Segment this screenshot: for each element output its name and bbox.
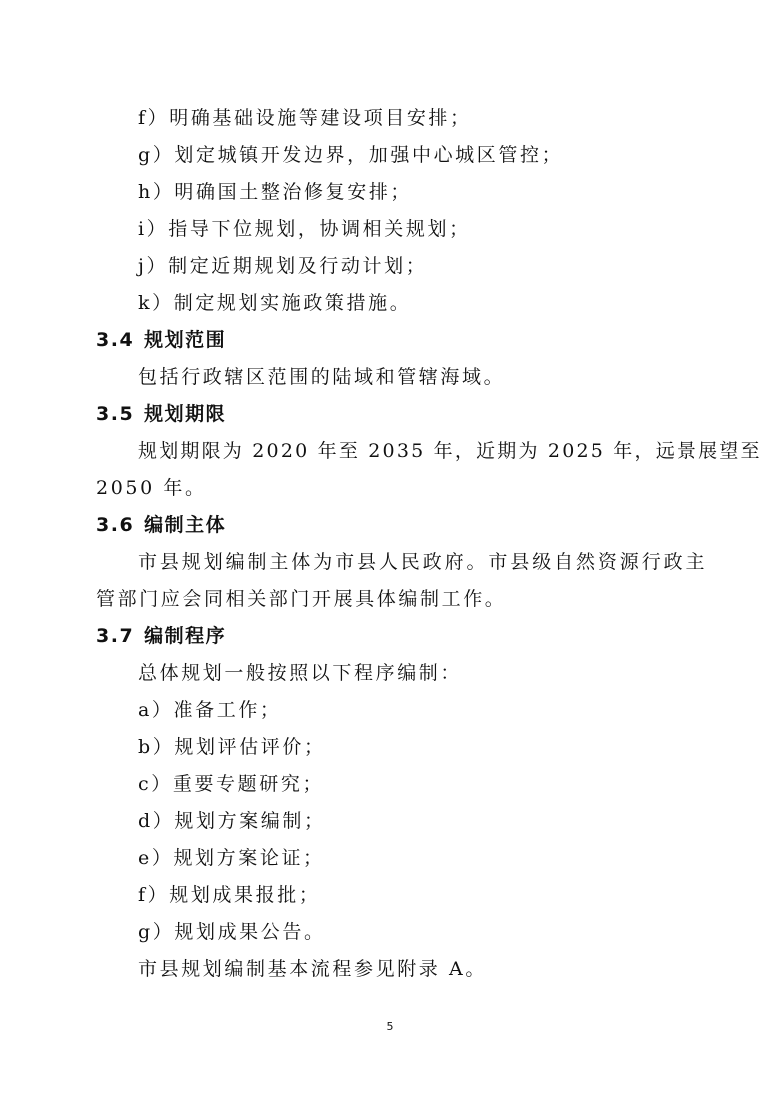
section-title: 编制主体 xyxy=(144,514,227,536)
section-3-6-body-line2: 管部门应会同相关部门开展具体编制工作。 xyxy=(96,588,507,610)
section-3-5-body-line1: 规划期限为 2020 年至 2035 年，近期为 2025 年，远景展望至 xyxy=(138,440,762,462)
section-3-5-body-line2: 2050 年。 xyxy=(96,477,207,499)
section-3-7-intro: 总体规划一般按照以下程序编制： xyxy=(138,662,463,684)
list-item-g: g）划定城镇开发边界，加强中心城区管控； xyxy=(138,144,564,166)
list-item-j: j）制定近期规划及行动计划； xyxy=(138,255,428,277)
section-number: 3.4 xyxy=(96,329,135,351)
section-3-6-body-line1: 市县规划编制主体为市县人民政府。市县级自然资源行政主 xyxy=(138,551,708,573)
step-f: f）规划成果报批； xyxy=(138,884,321,906)
list-item-f: f）明确基础设施等建设项目安排； xyxy=(138,107,472,129)
section-3-5-heading xyxy=(96,402,226,426)
section-number: 3.5 xyxy=(96,403,135,425)
section-title: 规划期限 xyxy=(144,403,227,425)
list-item-k: k）制定规划实施政策措施。 xyxy=(138,292,412,314)
page-number: 5 xyxy=(386,1020,394,1033)
list-item-i: i）指导下位规划，协调相关规划； xyxy=(138,218,471,240)
step-b: b）规划评估评价； xyxy=(138,736,326,758)
step-a: a）准备工作； xyxy=(138,699,282,721)
step-c: c）重要专题研究； xyxy=(138,773,325,795)
section-number: 3.7 xyxy=(96,625,135,647)
section-3-6-heading xyxy=(96,513,226,537)
step-d: d）规划方案编制； xyxy=(138,810,326,832)
section-3-7-closing: 市县规划编制基本流程参见附录 A。 xyxy=(138,958,487,980)
step-e: e）规划方案论证； xyxy=(138,847,325,869)
section-title: 规划范围 xyxy=(144,329,227,351)
section-title: 编制程序 xyxy=(144,625,227,647)
list-item-h: h）明确国土整治修复安排； xyxy=(138,181,413,203)
section-3-4-body: 包括行政辖区范围的陆域和管辖海域。 xyxy=(138,366,506,388)
step-g: g）规划成果公告。 xyxy=(138,921,326,943)
section-number: 3.6 xyxy=(96,514,135,536)
section-3-4-heading xyxy=(96,328,226,352)
section-3-7-heading xyxy=(96,624,226,648)
